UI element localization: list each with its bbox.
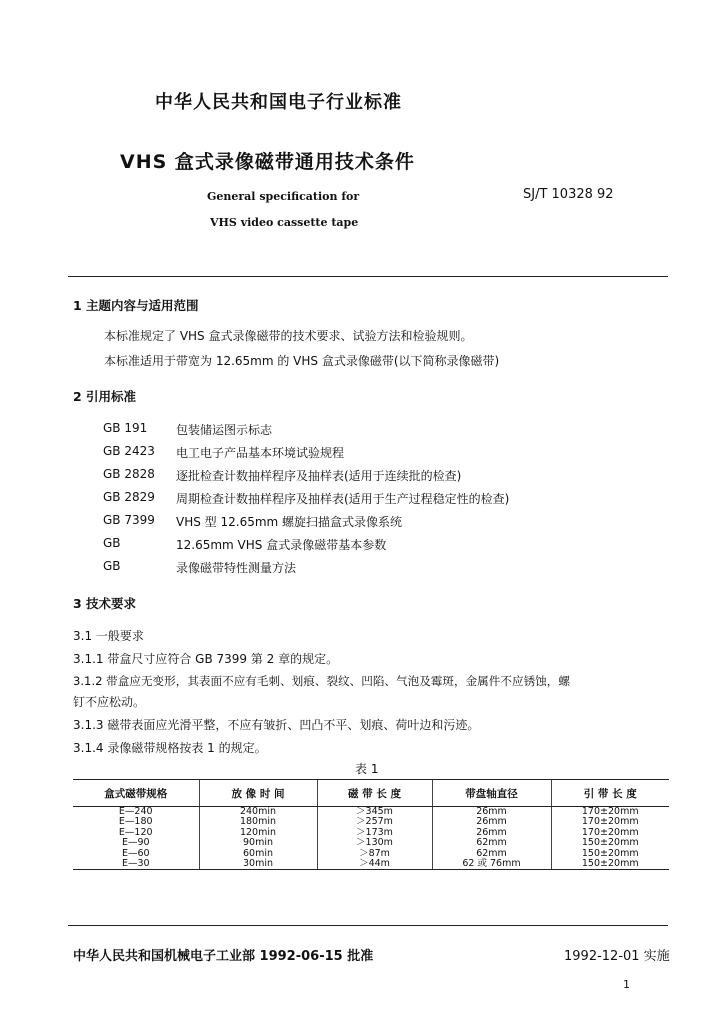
table-cell: 90min (199, 838, 317, 848)
ref-code: GB 191 (103, 421, 148, 435)
ref-name: 电工电子产品基本环境试验规程 (176, 446, 345, 460)
table-cell: 170±20mm (551, 828, 669, 838)
section-2-heading: 2 引用标准 (73, 389, 137, 404)
column-header: 磁 带 长 度 (317, 780, 432, 807)
table-cell: 26mm (432, 828, 551, 838)
table-header-row (73, 780, 669, 807)
ref-code: GB 7399 (103, 513, 155, 527)
specification-table (73, 779, 669, 870)
section-3-heading: 3 技术要求 (73, 596, 137, 611)
column-header: 放 像 时 间 (199, 780, 317, 807)
section-1-paragraph-1: 本标准规定了 VHS 盒式录像磁带的技术要求、试验方法和检验规则。 (104, 329, 473, 343)
column-header: 带盘轴直径 (432, 780, 551, 807)
table-cell: ＞173m (317, 828, 432, 838)
english-title-line-1: General specification for (207, 190, 360, 203)
header-divider (68, 276, 668, 277)
table-cell: E—60 (121, 847, 150, 859)
table-cell: E—90 (121, 837, 150, 849)
table-cell: 62mm (432, 838, 551, 848)
table-cell: ＞44m (317, 859, 432, 870)
section-1-heading: 1 主题内容与适用范围 (73, 298, 199, 313)
clause-3-1-2-line-2: 钉不应松动。 (73, 695, 146, 709)
table-cell: 60min (199, 849, 317, 859)
ref-code: GB 2829 (103, 490, 155, 504)
table-cell: 150±20mm (551, 859, 669, 870)
table-cell: 26mm (432, 817, 551, 827)
table-cell: 120min (199, 828, 317, 838)
table-cell: 62mm (432, 849, 551, 859)
table-caption: 表 1 (355, 762, 379, 776)
table-cell: 30min (199, 859, 317, 870)
ref-name: 周期检查计数抽样程序及抽样表(适用于生产过程稳定性的检查) (176, 492, 510, 506)
table-cell: 240min (199, 807, 317, 818)
footer-divider (68, 925, 668, 926)
ref-code: GB 2423 (103, 444, 155, 458)
approval-statement: 中华人民共和国机械电子工业部 1992-06-15 批准 (73, 949, 374, 964)
ref-code: GB (103, 536, 121, 550)
ref-code: GB (103, 559, 121, 573)
table-cell: E—180 (118, 816, 153, 828)
clause-3-1-3: 3.1.3 磁带表面应光滑平整，不应有皱折、凹凸不平、划痕、荷叶边和污迹。 (73, 718, 480, 732)
section-1-paragraph-2: 本标准适用于带宽为 12.65mm 的 VHS 盒式录像磁带(以下简称录像磁带) (104, 354, 500, 368)
table-cell: 62 或 76mm (432, 859, 551, 870)
document-title: VHS 盒式录像磁带通用技术条件 (120, 151, 415, 173)
effective-date: 1992-12-01 实施 (564, 949, 670, 964)
page-number: 1 (623, 978, 630, 991)
ref-name: 逐批检查计数抽样程序及抽样表(适用于连续批的检查) (176, 469, 462, 483)
clause-3-1-2-line-1: 3.1.2 带盒应无变形，其表面不应有毛刺、划痕、裂纹、凹陷、气泡及霉斑，金属件不应锈蚀，螺 (73, 674, 570, 688)
table-cell: 150±20mm (551, 838, 669, 848)
table-cell: E—120 (118, 826, 153, 838)
table-cell: E—240 (118, 806, 153, 817)
table-cell: E—30 (73, 859, 199, 870)
ref-name: 录像磁带特性测量方法 (176, 561, 297, 575)
subsection-3-1-heading: 3.1 一般要求 (73, 629, 144, 643)
table-cell: 180min (199, 817, 317, 827)
issuing-organization: 中华人民共和国电子行业标准 (155, 92, 402, 113)
table-cell: ＞257m (317, 817, 432, 827)
ref-name: 包装储运图示标志 (176, 423, 273, 437)
table-cell: 26mm (432, 807, 551, 818)
table-cell: ＞87m (317, 849, 432, 859)
table-cell: 150±20mm (551, 849, 669, 859)
table-cell: ＞130m (317, 838, 432, 848)
ref-name: 12.65mm VHS 盒式录像磁带基本参数 (176, 538, 387, 552)
table-cell: 170±20mm (551, 807, 669, 818)
clause-3-1-4: 3.1.4 录像磁带规格按表 1 的规定。 (73, 741, 267, 755)
ref-name: VHS 型 12.65mm 螺旋扫描盒式录像系统 (176, 515, 403, 529)
column-header: 盒式磁带规格 (73, 780, 199, 807)
standard-number: SJ/T 10328 92 (523, 187, 614, 202)
table-row (73, 859, 669, 870)
ref-code: GB 2828 (103, 467, 155, 481)
english-title-line-2: VHS video cassette tape (210, 216, 359, 229)
table-cell: 170±20mm (551, 817, 669, 827)
table-cell: ＞345m (317, 807, 432, 818)
column-header: 引 带 长 度 (551, 780, 669, 807)
clause-3-1-1: 3.1.1 带盒尺寸应符合 GB 7399 第 2 章的规定。 (73, 652, 339, 666)
